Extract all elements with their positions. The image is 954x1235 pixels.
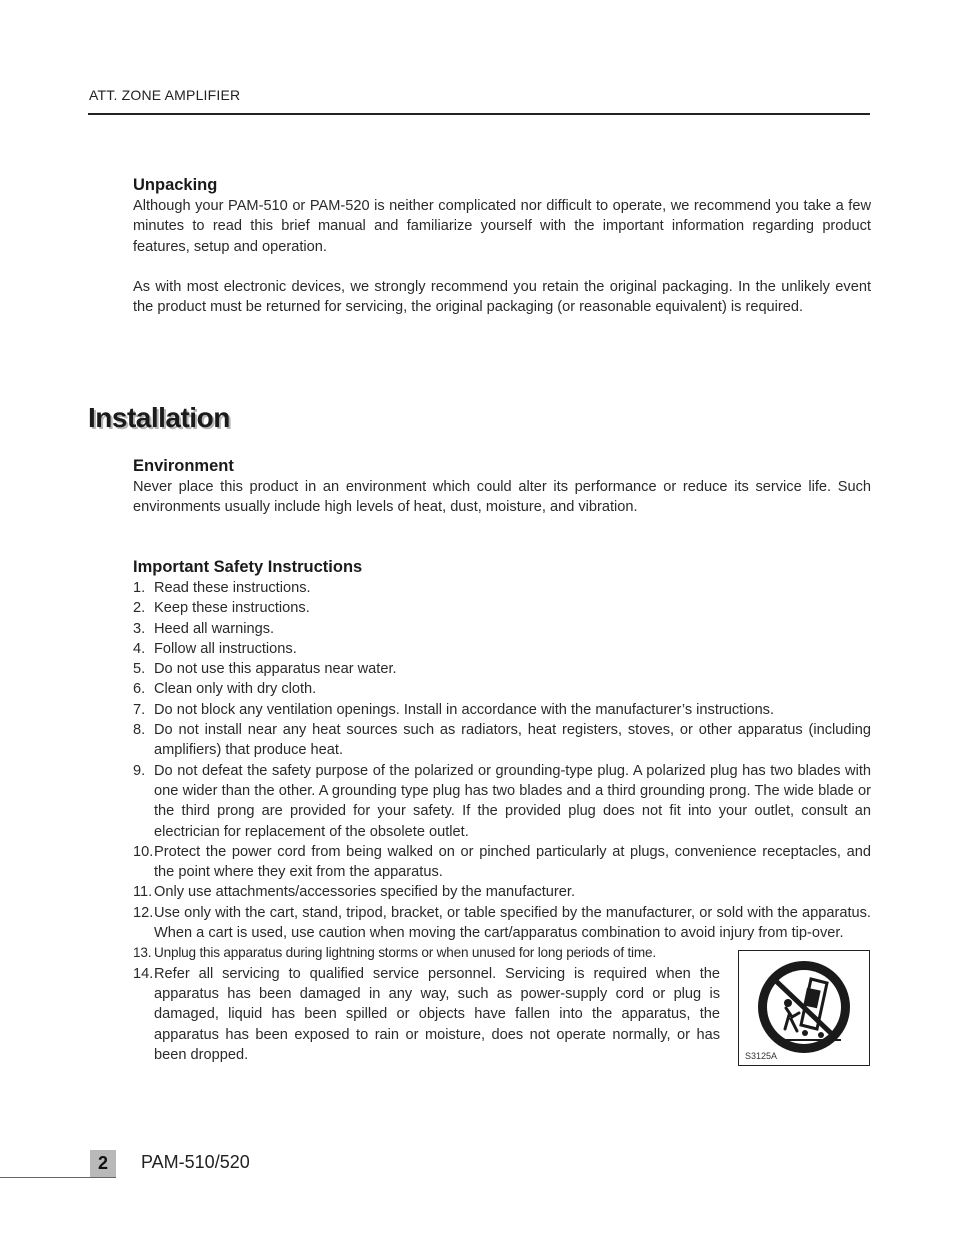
running-header: ATT. ZONE AMPLIFIER bbox=[89, 87, 241, 103]
environment-heading: Environment bbox=[133, 457, 234, 475]
unpacking-paragraph-1: Although your PAM-510 or PAM-520 is neither complicated nor difficult to operate, we recommend you take a few minutes to read this brief manual and familiarize yourself with the important information regarding product features, setup and operation. bbox=[133, 198, 871, 255]
list-item: 7. Do not block any ventilation openings. Install in accordance with the manufacturer’s instructions. bbox=[133, 701, 775, 718]
list-item: 13. Unplug this apparatus during lightning storms or when unused for long periods of time. bbox=[133, 945, 656, 961]
list-item: 9. Do not defeat the safety purpose of the polarized or grounding-type plug. A polarized plug has two blades with one wider than the other. A grounding type plug has two blades and a third grounding prong. The wide blade or the third prong are provided for your safety. If the provided plug does not fit into your outlet, consult an electrician for replacement of the obsolete outlet. bbox=[133, 762, 871, 840]
installation-title: Installation bbox=[88, 402, 230, 433]
unpacking-heading: Unpacking bbox=[133, 176, 218, 194]
list-item: 5. Do not use this apparatus near water. bbox=[133, 661, 397, 678]
list-item: 4. Follow all instructions. bbox=[133, 640, 297, 657]
cart-tip-over-warning-icon bbox=[755, 959, 853, 1055]
footer-divider bbox=[0, 1177, 116, 1178]
page-number-badge: 2 bbox=[90, 1150, 116, 1177]
safety-heading: Important Safety Instructions bbox=[133, 558, 363, 576]
list-item: 14. Refer all servicing to qualified service personnel. Servicing is required when the apparatus has been damaged in any way, such as power-supply cord or plug is damaged, liquid has been spilled or objects have fallen into the apparatus, the apparatus has been exposed to rain or moisture, does not operate normally, or has been dropped. bbox=[133, 965, 720, 1063]
list-item: 6. Clean only with dry cloth. bbox=[133, 681, 317, 698]
environment-section bbox=[133, 455, 871, 518]
list-item: 8. Do not install near any heat sources such as radiators, heat registers, stoves, or other apparatus (including amplifiers) that produce heat. bbox=[133, 722, 871, 759]
list-item: 1. Read these instructions. bbox=[133, 580, 311, 596]
list-item: 10. Protect the power cord from being walked on or pinched particularly at plugs, convenience receptacles, and the point where they exit from the apparatus. bbox=[133, 843, 871, 881]
list-item: 12. Use only with the cart, stand, tripod, bracket, or table specified by the manufacturer, or sold with the apparatus. When a cart is used, use caution when moving the cart/apparatus combination to avoid injury from tip-over. bbox=[133, 904, 871, 942]
cart-warning-symbol bbox=[738, 950, 870, 1066]
list-item: 2. Keep these instructions. bbox=[133, 600, 310, 617]
header-divider bbox=[88, 113, 870, 115]
symbol-code: S3125A bbox=[745, 1051, 778, 1061]
list-item: 3. Heed all warnings. bbox=[133, 620, 275, 637]
unpacking-paragraph-2: As with most electronic devices, we strongly recommend you retain the original packaging. In the unlikely event the product must be returned for servicing, the original packaging (or reasonable equivalent) is required. bbox=[133, 278, 871, 316]
unpacking-section bbox=[133, 174, 871, 317]
environment-paragraph: Never place this product in an environment which could alter its performance or reduce its service life. Such environments usually include high levels of heat, dust, moisture, and vibration. bbox=[133, 479, 871, 516]
list-item: 11. Only use attachments/accessories specified by the manufacturer. bbox=[133, 884, 575, 901]
footer-model-label: PAM-510/520 bbox=[141, 1152, 250, 1172]
